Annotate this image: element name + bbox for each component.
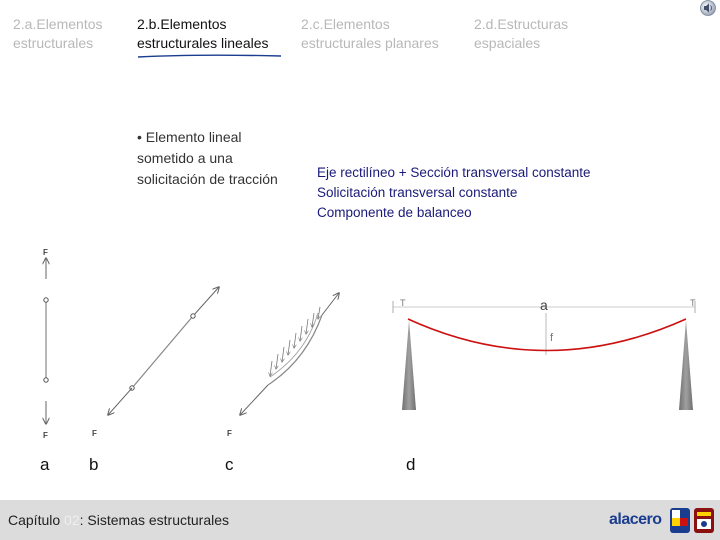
tab-label-line2: estructurales lineales [137, 35, 269, 51]
logo-text-acero: acero [621, 511, 662, 528]
figures-illustration [0, 235, 720, 495]
tension-label-left: T [400, 298, 406, 308]
active-tab-underline [136, 52, 286, 60]
description-line: Eje rectilíneo + Sección transversal constante [317, 165, 591, 180]
figure-caption-a: a [40, 455, 50, 474]
figure-d-cable [393, 297, 696, 410]
figure-caption-c: c [225, 455, 234, 474]
tension-label-right: T [690, 298, 696, 308]
tab-label-line1: 2.d.Estructuras [474, 16, 569, 32]
force-label: F [92, 429, 97, 438]
figure-caption-d: d [406, 455, 416, 474]
chapter-suffix: : Sistemas estructurales [79, 512, 230, 528]
tab-estructuras-espaciales[interactable] [474, 15, 568, 53]
figure-a-vertical-bar [43, 248, 48, 440]
span-label: a [540, 297, 548, 313]
figure-caption-b: b [89, 455, 99, 474]
chapter-prefix: Capítulo [8, 512, 65, 528]
tab-label-line1: 2.a.Elementos [13, 16, 103, 32]
description-block [317, 163, 591, 223]
tab-label-line2: estructurales [13, 35, 94, 51]
logo-text-al: al [609, 511, 622, 528]
force-label-top: F [43, 248, 48, 257]
figure-c-loaded-bar [227, 293, 339, 438]
tab-elementos-planares[interactable] [301, 15, 439, 53]
tab-elementos-lineales[interactable] [137, 15, 269, 53]
university-crest-icon [668, 505, 716, 536]
bullet-text: • Elemento lineal sometido a una solicitación de tracción [137, 129, 278, 187]
alacero-logo [609, 511, 662, 529]
tab-label-line2: espaciales [474, 35, 541, 51]
force-label-bottom: F [43, 431, 48, 440]
force-label: F [227, 429, 232, 438]
description-line: Componente de balanceo [317, 205, 472, 220]
tab-elementos-estructurales[interactable] [13, 15, 103, 53]
figure-b-inclined-bar [92, 287, 219, 438]
sag-label: f [550, 332, 554, 344]
tab-label-line1: 2.b.Elementos [137, 16, 227, 32]
description-line: Solicitación transversal constante [317, 185, 518, 200]
speaker-icon[interactable] [695, 0, 717, 18]
tab-label-line1: 2.c.Elementos [301, 16, 390, 32]
footer-bar [0, 500, 720, 540]
chapter-title [8, 512, 229, 528]
chapter-number: 02 [64, 512, 80, 528]
tab-label-line2: estructurales planares [301, 35, 439, 51]
